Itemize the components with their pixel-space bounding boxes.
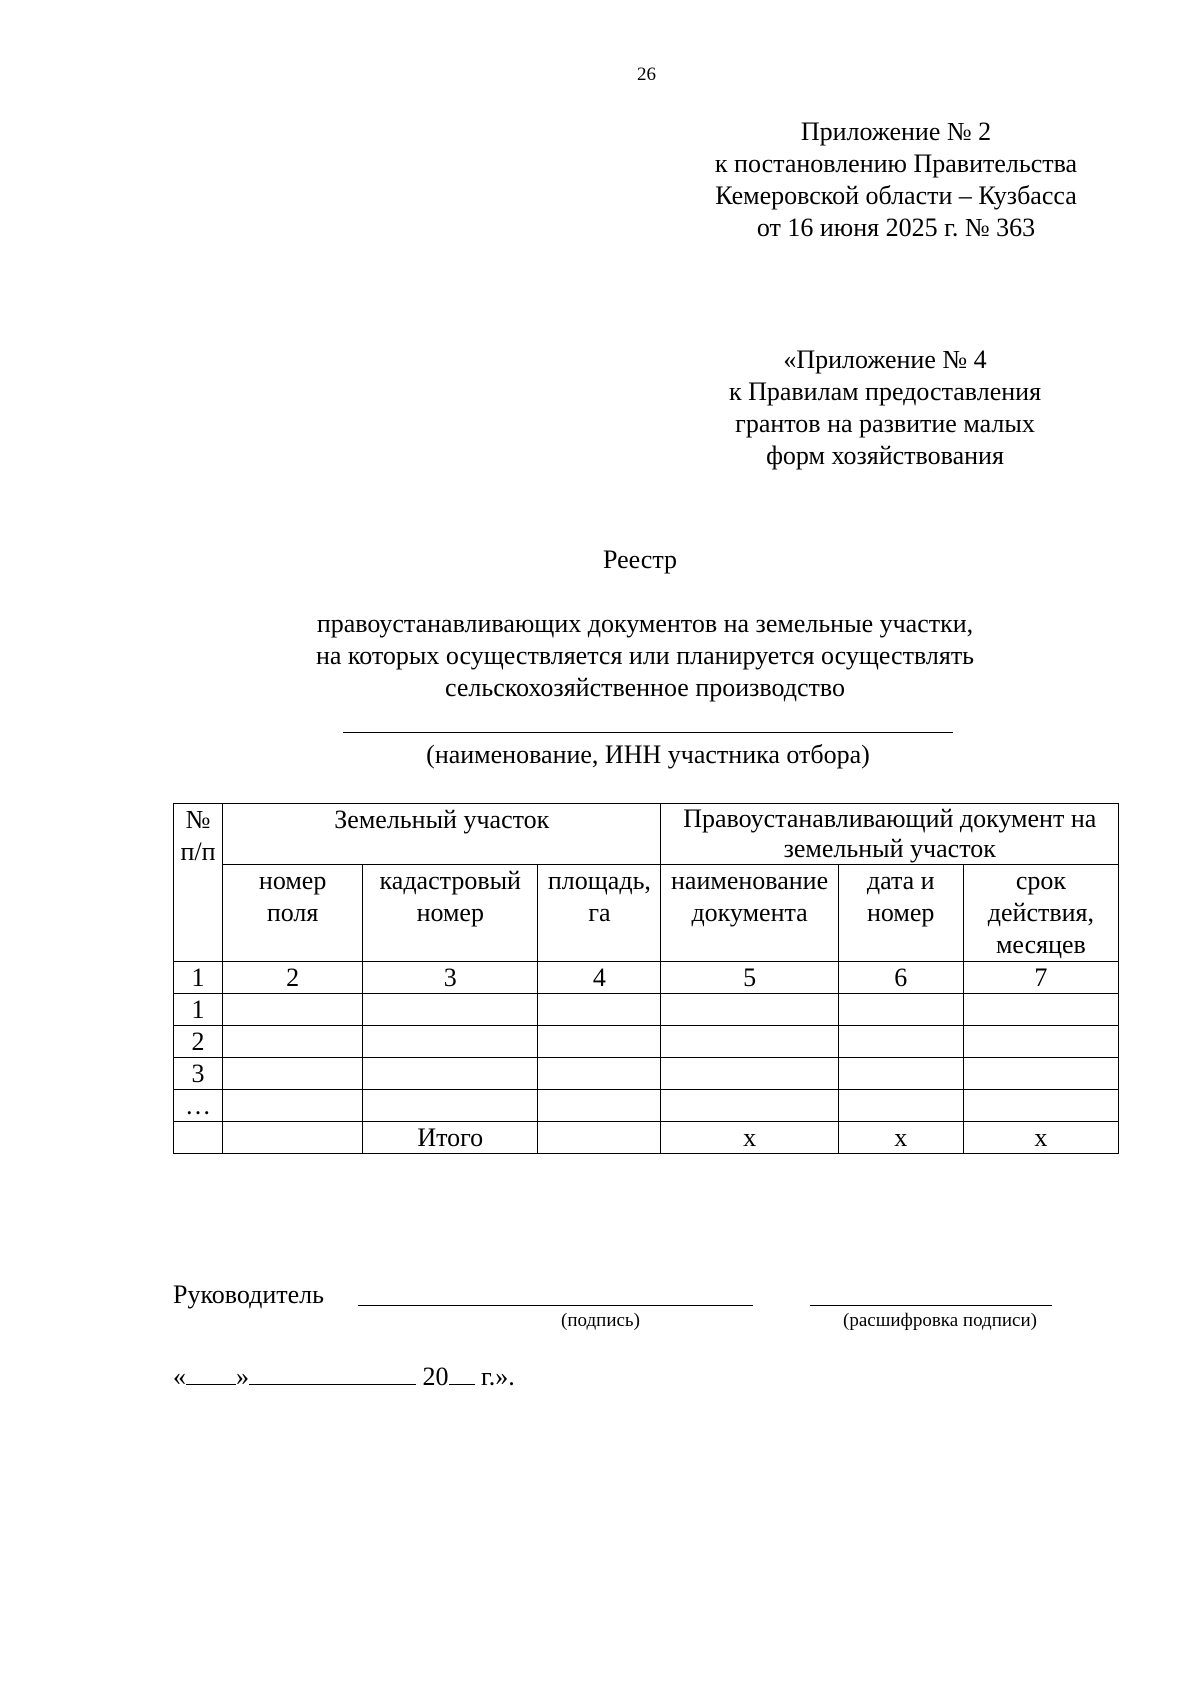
table-cell[interactable] [838,1090,963,1122]
column-number-cell: 3 [363,962,538,994]
appendix-4-line: форм хозяйствования [766,441,1004,470]
table-cell[interactable] [963,994,1118,1026]
table-row [174,994,1119,1026]
total-row [174,1122,1119,1154]
document-subtitle [0,608,1200,704]
header-text: п/п [180,837,216,866]
total-x-cell: х [838,1122,963,1154]
appendix-2-line: к постановлению Правительства [714,149,1078,178]
header-row-number [174,804,223,962]
appendix-2-header [690,116,1102,244]
table-row [174,1058,1119,1090]
column-number-row [174,962,1119,994]
header-cadastral-number [363,865,538,962]
appendix-4-line: «Приложение № 4 [783,345,987,374]
appendix-2-line: Кемеровской области – Кузбасса [715,181,1077,210]
table-cell[interactable] [838,994,963,1026]
table-row [174,1090,1119,1122]
appendix-2-line: Приложение № 2 [800,117,992,146]
subtitle-line: на которых осуществляется или планируется осуществлять [315,641,975,670]
total-label: Итого [363,1122,538,1154]
header-text: га [588,898,611,927]
column-number-cell: 1 [174,962,223,994]
column-number-cell: 6 [838,962,963,994]
header-text: дата и [866,866,935,895]
table-cell[interactable] [363,1026,538,1058]
table-cell[interactable] [223,1090,363,1122]
date-close-quote: » [236,1362,249,1391]
subtitle-line: правоустанавливающих документов на земельные участки, [316,609,974,638]
header-text: срок [1015,866,1066,895]
appendix-4-line: грантов на развитие малых [735,409,1035,438]
header-text: кадастровый [379,866,521,895]
table-cell[interactable] [538,1090,661,1122]
appendix-4-header [700,344,1070,472]
total-area-cell[interactable] [538,1122,661,1154]
column-number-cell: 4 [538,962,661,994]
header-text: номер [416,898,484,927]
table-row [174,1026,1119,1058]
table-cell[interactable] [661,1026,838,1058]
table-cell[interactable] [963,1026,1118,1058]
total-x-cell: х [963,1122,1118,1154]
table-cell[interactable] [363,1090,538,1122]
date-line [173,1360,515,1392]
year-blank[interactable] [449,1360,475,1385]
table-header-row [174,804,1119,865]
table-cell[interactable] [223,994,363,1026]
header-field-number [223,865,363,962]
table-cell[interactable] [363,994,538,1026]
day-blank[interactable] [186,1360,236,1385]
page-number: 26 [637,64,656,85]
table-cell[interactable] [223,1122,363,1154]
header-text: № [185,805,211,834]
row-number-cell: … [174,1090,223,1122]
table-cell[interactable] [223,1026,363,1058]
header-text: номер [867,898,935,927]
column-number-cell: 2 [223,962,363,994]
registry-table [173,803,1119,1154]
table-cell[interactable] [538,1026,661,1058]
table-cell[interactable] [963,1058,1118,1090]
table-subheader-row [174,865,1119,962]
participant-name-blank [343,732,953,733]
date-suffix: г.». [481,1362,515,1391]
header-text: действия, [987,898,1095,927]
signature-blank[interactable] [358,1305,753,1306]
row-number-cell: 2 [174,1026,223,1058]
header-land-plot: Земельный участок [223,804,661,865]
header-title-document: Правоустанавливающий документ на земельный участок [661,804,1119,865]
date-open-quote: « [173,1362,186,1391]
appendix-4-line: к Правилам предоставления [728,377,1042,406]
signature-decode-blank[interactable] [810,1305,1052,1306]
appendix-2-line: от 16 июня 2025 г. № 363 [756,213,1036,242]
table-cell[interactable] [661,994,838,1026]
participant-name-caption: (наименование, ИНН участника отбора) [426,740,870,769]
document-title: Реестр [602,545,678,574]
table-cell[interactable] [223,1058,363,1090]
table-cell[interactable] [838,1058,963,1090]
row-number-cell: 1 [174,994,223,1026]
header-text: документа [691,898,808,927]
column-number-cell: 7 [963,962,1118,994]
row-number-cell: 3 [174,1058,223,1090]
table-cell[interactable] [538,994,661,1026]
year-prefix: 20 [422,1362,449,1391]
total-x-cell: х [661,1122,838,1154]
header-text: месяцев [995,930,1086,959]
header-text: наименование [671,866,829,895]
table-cell[interactable] [661,1058,838,1090]
table-cell[interactable] [363,1058,538,1090]
subtitle-line: сельскохозяйственное производство [444,673,846,702]
table-cell[interactable] [538,1058,661,1090]
table-cell[interactable] [838,1026,963,1058]
header-area [538,865,661,962]
header-text: номер [258,866,327,895]
header-date-number [838,865,963,962]
header-text: поля [266,898,319,927]
table-cell[interactable] [661,1090,838,1122]
signature-caption: (подпись) [561,1310,640,1331]
table-cell[interactable] [963,1090,1118,1122]
column-number-cell: 5 [661,962,838,994]
header-document-name [661,865,838,962]
signature-decode-caption: (расшифровка подписи) [843,1310,1037,1331]
header-validity-term [963,865,1118,962]
month-blank[interactable] [249,1360,416,1385]
signature-label: Руководитель [173,1280,324,1309]
table-cell [174,1122,223,1154]
header-text: площадь, [547,866,651,895]
